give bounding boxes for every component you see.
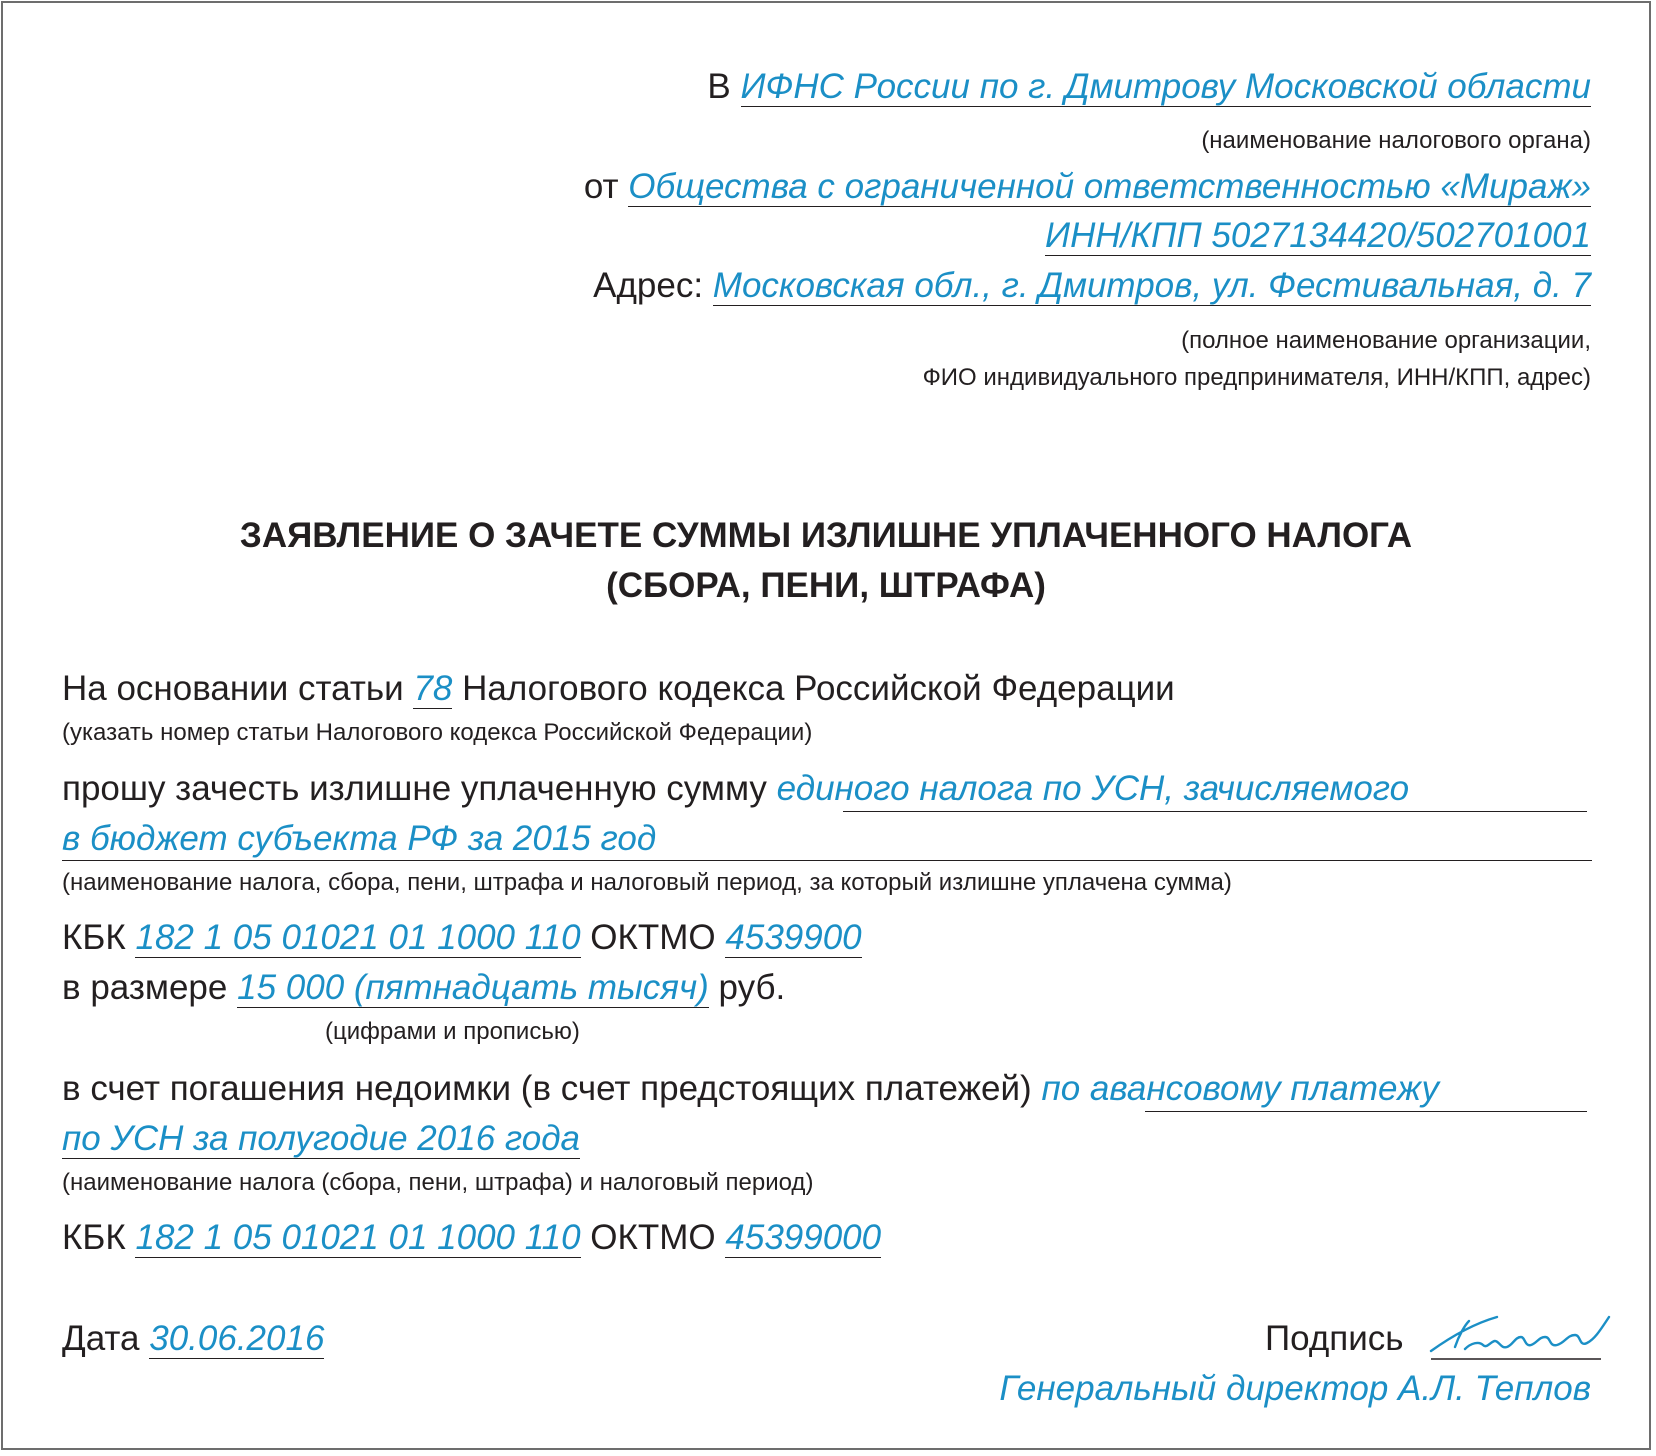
article-prefix: На основании статьи (62, 669, 404, 708)
document-title-line-1: ЗАЯВЛЕНИЕ О ЗАЧЕТЕ СУММЫ ИЗЛИШНЕ УПЛАЧЕННОГО НАЛОГА (239, 516, 1413, 555)
document-title-line-2: (СБОРА, ПЕНИ, ШТРАФА) (606, 566, 1046, 605)
address-label: Адрес: (593, 266, 704, 305)
date-line (62, 1319, 324, 1359)
recipient-line (707, 67, 1591, 107)
offset-underline-1 (1145, 1111, 1587, 1112)
offset-line-2 (62, 1119, 580, 1159)
offset-value-2: по УСН за полугодие 2016 года (62, 1119, 581, 1158)
inn-kpp-line (1045, 216, 1591, 256)
oktmo-label-2: ОКТМО (590, 1218, 716, 1257)
request-value-1: единого налога по УСН, зачисляемого (776, 769, 1410, 808)
kbk-line-2 (62, 1218, 881, 1258)
kbk-value-2: 182 1 05 01021 01 1000 110 (135, 1218, 581, 1257)
offset-prefix: в счет погашения недоимки (в счет предстоящих платежей) (62, 1069, 1032, 1108)
article-caption: (указать номер статьи Налогового кодекса Российской Федерации) (62, 719, 813, 746)
address-line (593, 266, 1591, 306)
request-underline-2 (62, 860, 1592, 861)
signature (1425, 1307, 1615, 1365)
kbk-label-2: КБК (62, 1218, 126, 1257)
amount-caption: (цифрами и прописью) (325, 1018, 580, 1045)
article-value: 78 (413, 669, 453, 708)
request-underline-1 (843, 811, 1587, 812)
request-prefix: прошу зачесть излишне уплаченную сумму (62, 769, 767, 808)
amount-prefix: в размере (62, 968, 228, 1007)
date-value: 30.06.2016 (149, 1319, 325, 1358)
article-line (62, 669, 1175, 709)
address-value: Московская обл., г. Дмитров, ул. Фестивальная, д. 7 (712, 266, 1591, 305)
amount-value: 15 000 (пятнадцать тысяч) (237, 968, 709, 1007)
kbk-line-1 (62, 918, 862, 958)
offset-caption: (наименование налога (сбора, пени, штрафа) и налоговый период) (62, 1169, 814, 1196)
recipient-caption: (наименование налогового органа) (1201, 127, 1591, 154)
signer-name: Генеральный директор А.Л. Теплов (999, 1369, 1591, 1408)
offset-value-1: по авансовому платежу (1041, 1069, 1440, 1108)
recipient-prefix: В (707, 67, 731, 106)
request-line-2 (62, 819, 656, 859)
sender-line (584, 167, 1591, 207)
kbk-label-1: КБК (62, 918, 126, 957)
kbk-value-1: 182 1 05 01021 01 1000 110 (135, 918, 581, 957)
amount-line (62, 968, 785, 1008)
request-value-2: в бюджет субъекта РФ за 2015 год (62, 819, 657, 858)
application-form (1, 1, 1651, 1450)
oktmo-value-1: 4539900 (725, 918, 862, 957)
request-line-1 (62, 769, 1409, 809)
recipient-value: ИФНС России по г. Дмитрову Московской области (740, 67, 1591, 106)
offset-line-1 (62, 1069, 1439, 1109)
sender-value: Общества с ограниченной ответственностью «Мираж» (628, 167, 1591, 206)
sender-prefix: от (583, 167, 619, 206)
sender-caption-1: (полное наименование организации, (1181, 327, 1591, 354)
signature-image (1425, 1307, 1615, 1365)
signature-label: Подпись (1265, 1319, 1404, 1358)
oktmo-value-2: 45399000 (725, 1218, 882, 1257)
request-caption: (наименование налога, сбора, пени, штрафа и налоговый период, за который излишне уплачена сумма) (62, 869, 1232, 896)
amount-suffix: руб. (718, 968, 786, 1007)
date-label: Дата (62, 1319, 140, 1358)
sender-caption-2: ФИО индивидуального предпринимателя, ИНН/КПП, адрес) (922, 364, 1591, 391)
article-suffix: Налогового кодекса Российской Федерации (462, 669, 1175, 708)
inn-kpp-value: ИНН/КПП 5027134420/502701001 (1045, 216, 1591, 255)
oktmo-label-1: ОКТМО (590, 918, 716, 957)
